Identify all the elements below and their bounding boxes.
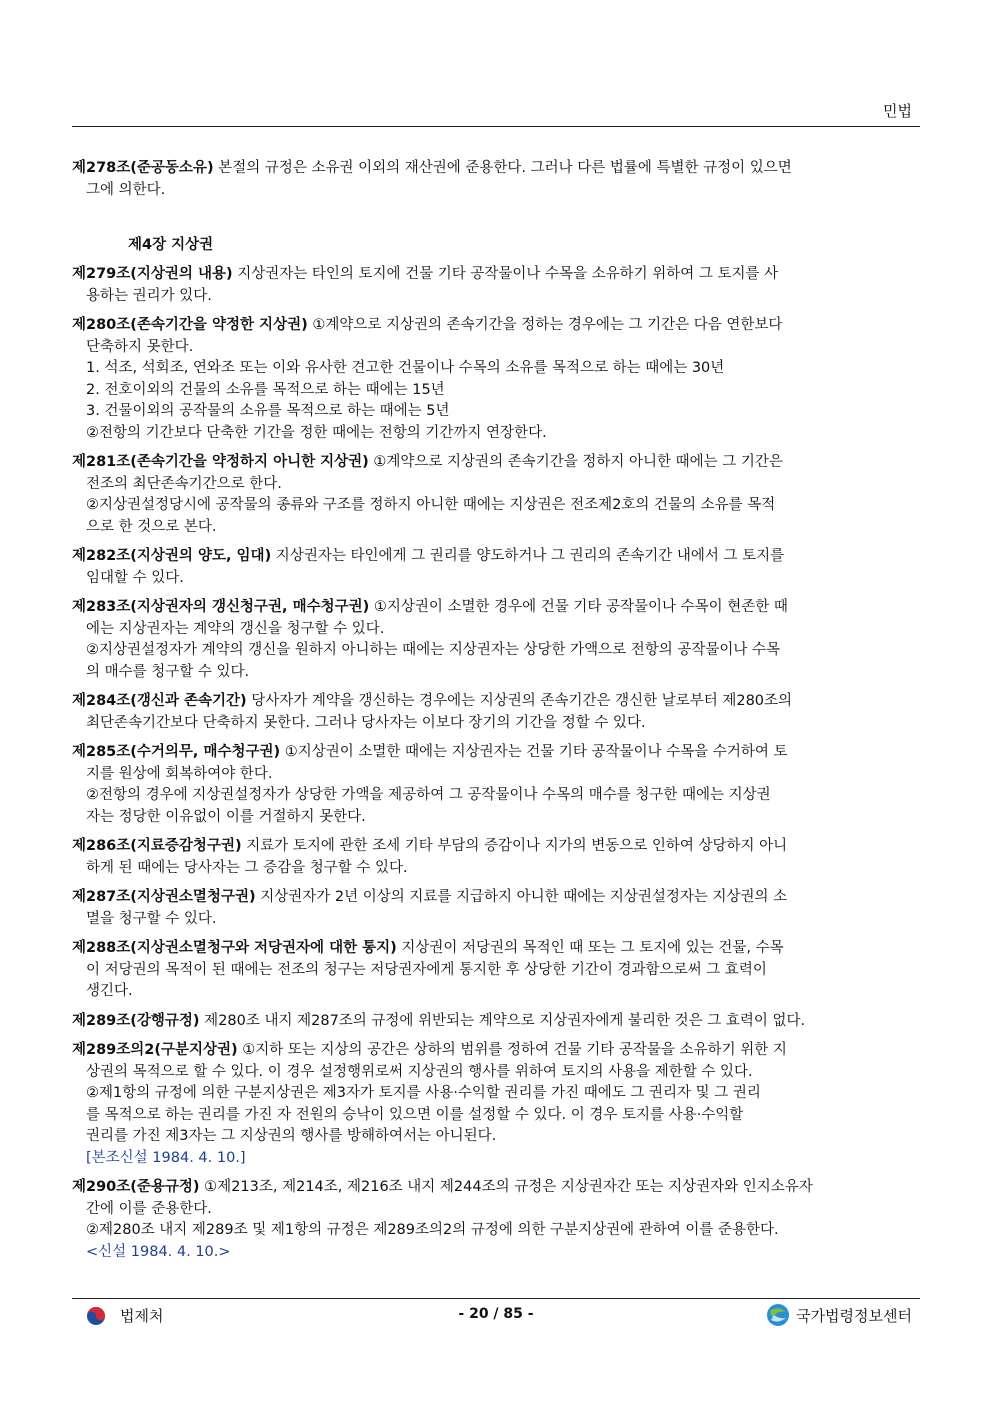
article-line xyxy=(72,691,920,713)
article-text: ②전항의 기간보다 단축한 기간을 정한 때에는 전항의 기간까지 연장한다. xyxy=(86,424,547,441)
article-line xyxy=(72,495,920,517)
article-line xyxy=(72,264,920,286)
article-text: 이 저당권의 목적이 된 때에는 전조의 청구는 저당권자에게 통지한 후 상당한 기간이 경과함으로써 그 효력이 xyxy=(86,961,767,978)
article-line xyxy=(72,568,920,590)
article-text: 자는 정당한 이유없이 이를 거절하지 못한다. xyxy=(86,808,366,825)
article-line xyxy=(72,662,920,684)
page-number: - 20 / 85 - xyxy=(458,1306,534,1322)
article-line xyxy=(72,597,920,619)
article-line xyxy=(72,742,920,764)
article-line xyxy=(72,423,920,445)
article-text: 지상권자는 타인의 토지에 건물 기타 공작물이나 수목을 소유하기 위하여 그 토지를 사 xyxy=(232,266,779,282)
article xyxy=(72,1040,920,1169)
article-line xyxy=(72,517,920,539)
article-text: 를 목적으로 하는 권리를 가진 자 전원의 승낙이 있으면 이를 설정할 수 있다. 이 경우 토지를 사용·수익할 xyxy=(86,1106,744,1123)
article-line xyxy=(72,887,920,909)
article xyxy=(72,1011,920,1033)
article-heading: 제282조(지상권의 양도, 임대) xyxy=(72,548,272,564)
article-line xyxy=(72,938,920,960)
amendment-note: [본조신설 1984. 4. 10.] xyxy=(86,1149,246,1166)
article-text: ②지상권설정자가 계약의 갱신을 원하지 아니하는 때에는 지상권자는 상당한 가액으로 전항의 공작물이나 수목 xyxy=(86,642,781,658)
article-text: ②전항의 경우에 지상권설정자가 상당한 가액을 제공하여 그 공작물이나 수목의 매수를 청구한 때에는 지상권 xyxy=(86,787,771,803)
article-heading: 제285조(수거의무, 매수청구권) xyxy=(72,744,281,760)
article xyxy=(72,546,920,589)
article-line xyxy=(72,452,920,474)
article-text: 멸을 청구할 수 있다. xyxy=(86,910,217,927)
article xyxy=(72,691,920,734)
footer-center-name: 국가법령정보센터 xyxy=(796,1306,912,1325)
article-text: 단축하지 못한다. xyxy=(86,338,194,355)
article xyxy=(72,597,920,683)
article-list xyxy=(72,264,920,1263)
article-line xyxy=(72,1177,920,1199)
article-text: 으로 한 것으로 본다. xyxy=(86,518,217,535)
article-line xyxy=(72,401,920,423)
article-heading: 제288조(지상권소멸청구와 저당권자에 대한 통지) xyxy=(72,940,397,956)
article-line xyxy=(72,158,920,180)
article-text: 임대할 수 있다. xyxy=(86,569,184,586)
article-line xyxy=(72,1062,920,1084)
article xyxy=(72,452,920,538)
article-text: 2. 전호이외의 건물의 소유를 목적으로 하는 때에는 15년 xyxy=(86,381,445,398)
article-line xyxy=(72,909,920,931)
article-list-top xyxy=(72,158,920,201)
article-text: 지상권이 저당권의 목적인 때 또는 그 토지에 있는 건물, 수목 xyxy=(396,940,784,956)
article-line xyxy=(72,380,920,402)
article-line xyxy=(72,337,920,359)
article-line xyxy=(72,764,920,786)
article-text: 에는 지상권자는 계약의 갱신을 청구할 수 있다. xyxy=(86,620,385,637)
header-divider xyxy=(72,126,920,127)
article-heading: 제286조(지료증감청구권) xyxy=(72,838,242,854)
article-line xyxy=(72,785,920,807)
article-heading: 제278조(준공동소유) xyxy=(72,160,214,176)
article-line xyxy=(72,713,920,735)
article xyxy=(72,836,920,879)
article-text: ①지상권이 소멸한 때에는 지상권자는 건물 기타 공작물이나 수목을 수거하여 토 xyxy=(280,744,788,760)
article-line xyxy=(72,960,920,982)
chapter-heading: 제4장 지상권 xyxy=(128,237,214,253)
article-line xyxy=(72,1242,920,1264)
article-line xyxy=(72,1083,920,1105)
article-line xyxy=(72,286,920,308)
article-line xyxy=(72,546,920,568)
article-line xyxy=(72,836,920,858)
article-text: ①제213조, 제214조, 제216조 내지 제244조의 규정은 지상권자간 또는 지상권자와 인지소유자 xyxy=(199,1179,813,1195)
article-line xyxy=(72,640,920,662)
document-body xyxy=(72,158,920,1271)
article-text: 지를 원상에 회복하여야 한다. xyxy=(86,765,273,782)
article-line xyxy=(72,807,920,829)
footer-org-name: 법제처 xyxy=(120,1307,164,1325)
article-text: ①지하 또는 지상의 공간은 상하의 범위를 정하여 건물 기타 공작물을 소유하기 위한 지 xyxy=(237,1042,787,1058)
article-text: ②지상권설정당시에 공작물의 종류와 구조를 정하지 아니한 때에는 지상권은 전조제2호의 건물의 소유를 목적 xyxy=(86,497,776,513)
article-heading: 제281조(존속기간을 약정하지 아니한 지상권) xyxy=(72,454,369,470)
article-text: 용하는 권리가 있다. xyxy=(86,287,212,304)
article-text: ①계약으로 지상권의 존속기간을 정하지 아니한 때에는 그 기간은 xyxy=(368,454,783,470)
article-text: 간에 이를 준용한다. xyxy=(86,1200,212,1217)
article-text: 지상권자는 타인에게 그 권리를 양도하거나 그 권리의 존속기간 내에서 그 토지를 xyxy=(271,548,785,564)
article xyxy=(72,742,920,828)
article-text: 3. 건물이외의 공작물의 소유를 목적으로 하는 때에는 5년 xyxy=(86,403,450,419)
article xyxy=(72,938,920,1003)
article-line xyxy=(72,180,920,202)
article-text: 권리를 가진 제3자는 그 지상권의 행사를 방해하여서는 아니된다. xyxy=(86,1128,497,1144)
article-text: ①계약으로 지상권의 존속기간을 정하는 경우에는 그 기간은 다음 연한보다 xyxy=(307,317,783,333)
law-center-logo-icon xyxy=(766,1303,790,1327)
article-line xyxy=(72,1148,920,1170)
article-text: 1. 석조, 석회조, 연와조 또는 이와 유사한 견고한 건물이나 수목의 소유를 목적으로 하는 때에는 30년 xyxy=(86,360,725,376)
article xyxy=(72,315,920,444)
article-text: 당사자가 계약을 갱신하는 경우에는 지상권의 존속기간은 갱신한 날로부터 제280조의 xyxy=(246,693,793,709)
article-line xyxy=(72,315,920,337)
footer-divider xyxy=(72,1298,920,1299)
article-line xyxy=(72,858,920,880)
article-text: ②제1항의 규정에 의한 구분지상권은 제3자가 토지를 사용·수익할 권리를 가진 때에도 그 권리자 및 그 권리 xyxy=(86,1085,761,1101)
article-text: 의 매수를 청구할 수 있다. xyxy=(86,663,250,680)
amendment-note: <신설 1984. 4. 10.> xyxy=(86,1243,231,1260)
article xyxy=(72,1177,920,1263)
article-text: 제280조 내지 제287조의 규정에 위반되는 계약으로 지상권자에게 불리한 것은 그 효력이 없다. xyxy=(199,1012,806,1029)
article-line xyxy=(72,474,920,496)
article-line xyxy=(72,981,920,1003)
article-heading: 제283조(지상권자의 갱신청구권, 매수청구권) xyxy=(72,599,370,615)
article-heading: 제279조(지상권의 내용) xyxy=(72,266,233,282)
article-text: 지상권자가 2년 이상의 지료를 지급하지 아니한 때에는 지상권설정자는 지상권의 소 xyxy=(255,889,788,905)
article-text: 그에 의한다. xyxy=(86,181,166,198)
page-header-title: 민법 xyxy=(883,102,912,120)
article-line xyxy=(72,1126,920,1148)
article-line xyxy=(72,1040,920,1062)
article-heading: 제289조의2(구분지상권) xyxy=(72,1042,238,1058)
article-heading: 제289조(강행규정) xyxy=(72,1012,200,1029)
article-text: 전조의 최단존속기간으로 한다. xyxy=(86,475,282,492)
footer-right xyxy=(766,1303,912,1327)
article xyxy=(72,264,920,307)
article-text: 상권의 목적으로 할 수 있다. 이 경우 설정행위로써 지상권의 행사를 위하여 토지의 사용을 제한할 수 있다. xyxy=(86,1063,753,1080)
article-text: 생긴다. xyxy=(86,983,133,999)
article-text: 하게 된 때에는 당사자는 그 증감을 청구할 수 있다. xyxy=(86,859,408,876)
article-line xyxy=(72,1105,920,1127)
article-line xyxy=(72,1011,920,1033)
article-text: ①지상권이 소멸한 경우에 건물 기타 공작물이나 수목이 현존한 때 xyxy=(369,599,788,615)
article-heading: 제284조(갱신과 존속기간) xyxy=(72,693,247,709)
article-text: ②제280조 내지 제289조 및 제1항의 규정은 제289조의2의 규정에 의한 구분지상권에 관하여 이를 준용한다. xyxy=(86,1222,779,1238)
article-text: 본절의 규정은 소유권 이외의 재산권에 준용한다. 그러나 다른 법률에 특별한 규정이 있으면 xyxy=(213,160,792,176)
article-text: 최단존속기간보다 단축하지 못한다. 그러나 당사자는 이보다 장기의 기간을 정할 수 있다. xyxy=(86,714,646,731)
article-heading: 제280조(존속기간을 약정한 지상권) xyxy=(72,317,308,333)
article xyxy=(72,158,920,201)
article-line xyxy=(72,1220,920,1242)
article-line xyxy=(72,1199,920,1221)
article-heading: 제290조(준용규정) xyxy=(72,1179,200,1195)
article xyxy=(72,887,920,930)
article-text: 지료가 토지에 관한 조세 기타 부담의 증감이나 지가의 변동으로 인하여 상당하지 아니 xyxy=(241,838,788,854)
article-line xyxy=(72,358,920,380)
article-line xyxy=(72,619,920,641)
article-heading: 제287조(지상권소멸청구권) xyxy=(72,889,256,905)
